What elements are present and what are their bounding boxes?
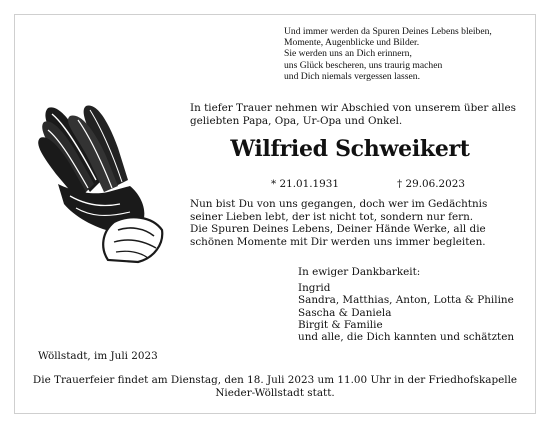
verse-line: Nun bist Du von uns gegangen, doch wer im Gedächtnis [190,198,488,210]
poem-line: und Dich niemals vergessen lassen. [284,70,420,82]
intro-line: geliebten Papa, Opa, Ur-Opa und Onkel. [190,115,403,127]
funeral-info [14,374,536,399]
verse-line: Die Spuren Deines Lebens, Deiner Hände Werke, all die [190,223,486,235]
verse-text [190,198,540,248]
mourner-line: Birgit & Familie [298,318,383,331]
intro-line: In tiefer Trauer nehmen wir Abschied von unserem über alles [190,102,517,114]
funeral-line: Die Trauerfeier findet am Dienstag, den 18. Juli 2023 um 11.00 Uhr in der Friedhofskapelle [32,374,518,386]
mourner-line: und alle, die Dich kannten und schätzten [298,331,515,344]
death-date: † 29.06.2023 [397,178,465,190]
praying-hands-icon [30,100,170,265]
mourner-line: Sandra, Matthias, Anton, Lotta & Philine [298,294,514,307]
mourner-line: Sascha & Daniela [298,306,392,319]
place-date: Wöllstadt, im Juli 2023 [38,350,158,362]
poem-line: Momente, Augenblicke und Bilder. [284,37,420,49]
deceased-name: Wilfried Schweikert [230,136,470,162]
poem-line: uns Glück bescheren, uns traurig machen [284,59,443,71]
poem-line: Sie werden uns an Dich erinnern, [284,48,412,60]
birth-date: * 21.01.1931 [271,178,339,190]
mourners-heading: In ewiger Dankbarkeit: [298,266,421,278]
intro-text [190,102,540,128]
verse-line: seiner Lieben lebt, der ist nicht tot, sondern nur fern. [190,210,474,223]
mourners-list [298,282,548,343]
funeral-line: Nieder-Wöllstadt statt. [215,386,335,399]
poem-line: Und immer werden da Spuren Deines Lebens bleiben, [284,26,492,37]
poem [284,26,534,82]
verse-line: schönen Momente mit Dir werden uns immer begleiten. [190,235,486,248]
mourner-line: Ingrid [298,282,331,294]
